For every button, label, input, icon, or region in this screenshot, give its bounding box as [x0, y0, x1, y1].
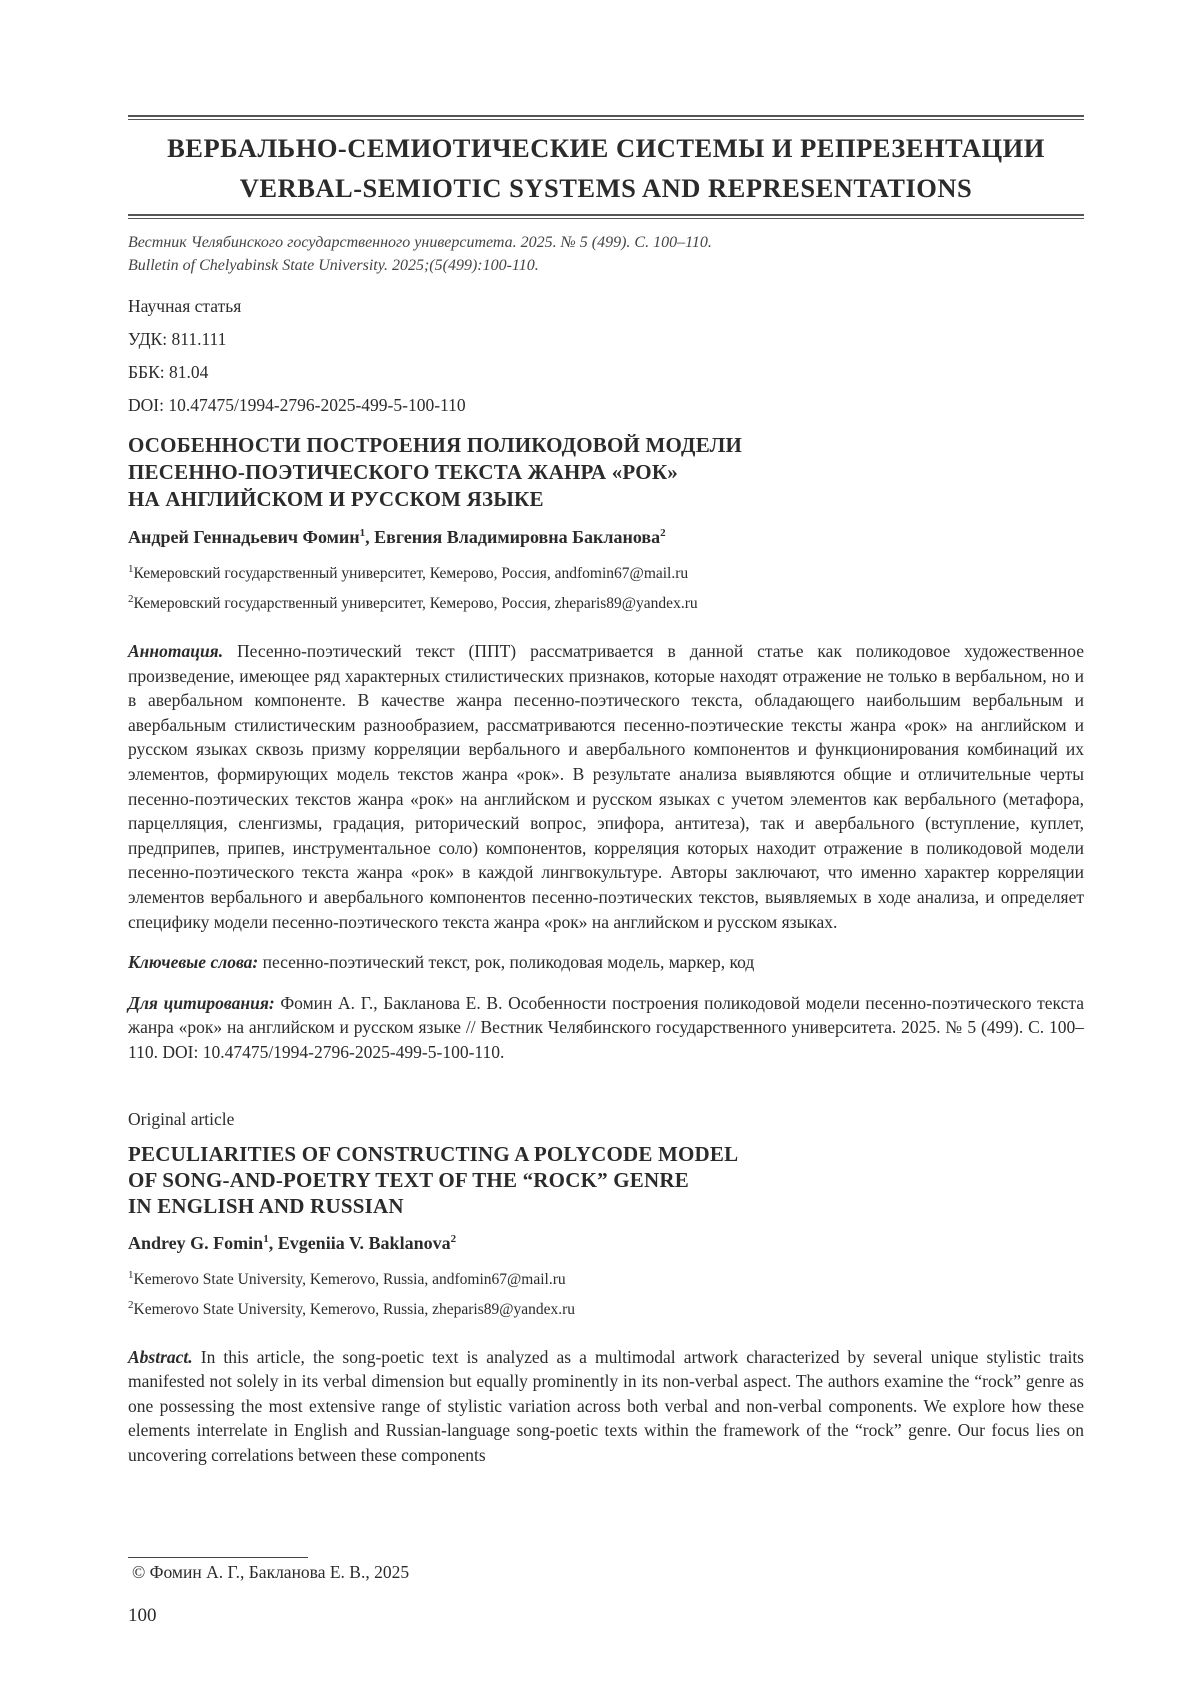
author-name: Andrey G. Fomin — [128, 1232, 264, 1253]
abstract-text: In this article, the song-poetic text is analyzed as a multimodal artwork characterized by several unique stylistic traits manifested not solely in its verbal dimension but equally prominently in its non-verbal aspect. The authors examine the “rock” genre as one possessing the most extensive range of stylistic variation across both verbal and non-verbal components. We explore how these elements interrelate in English and Russian-language song-poetic texts within the framework of the “rock” genre. Our focus lies on uncovering correlations between these components — [128, 1346, 1084, 1465]
section-header — [128, 128, 1084, 208]
author-name: Андрей Геннадьевич Фомин — [128, 527, 360, 547]
author-sup: 2 — [660, 527, 666, 539]
author-name: , Евгения Владимировна Бакланова — [365, 527, 661, 547]
section-title-en: VERBAL-SEMIOTIC SYSTEMS AND REPRESENTATIONS — [239, 173, 973, 203]
title-line: IN ENGLISH AND RUSSIAN — [128, 1193, 404, 1218]
title-line: НА АНГЛИЙСКОМ И РУССКОМ ЯЗЫКЕ — [128, 487, 544, 511]
citation-label: Для цитирования: — [128, 992, 275, 1013]
article-title-en — [128, 1141, 1084, 1219]
journal-ru: Вестник Челябинского государственного университета. 2025. № 5 (499). С. 100–110. — [128, 234, 712, 251]
author-name: , Evgeniia V. Baklanova — [268, 1232, 451, 1253]
author-sup: 1 — [359, 527, 366, 539]
title-line: OF SONG-AND-POETRY TEXT OF THE “ROCK” GENRE — [128, 1167, 689, 1192]
affiliation: $^1$Kemerovo State University, Kemerovo, Russia, andfomin67@mail.ru — [128, 1268, 566, 1288]
affiliation: $^2$Кемеровский государственный университет, Кемерово, Россия, zheparis89@yandex.ru — [128, 592, 698, 612]
affiliation: $^1$Кемеровский государственный университет, Кемерово, Россия, andfomin67@mail.ru — [128, 562, 689, 582]
title-line: PECULIARITIES OF CONSTRUCTING A POLYCODE MODEL — [128, 1141, 739, 1166]
article-title-ru — [128, 432, 1084, 513]
copyright: © Фомин А. Г., Бакланова Е. В., 2025 — [132, 1562, 410, 1582]
page-content — [128, 115, 1084, 1467]
keywords-text: песенно-поэтический текст, рок, поликодовая модель, маркер, код — [258, 952, 755, 973]
title-line: ОСОБЕННОСТИ ПОСТРОЕНИЯ ПОЛИКОДОВОЙ МОДЕЛИ — [128, 433, 743, 457]
affiliations-en — [128, 1265, 1084, 1325]
udk: УДК: 811.111 — [128, 329, 227, 349]
header-rule-bottom — [128, 214, 1084, 219]
authors-en — [128, 1231, 1084, 1255]
abstract-text: Песенно-поэтический текст (ППТ) рассматривается в данной статье как поликодовое художественное произведение, имеющее ряд характерных стилистических признаков, которые находят отражение не только в вербальном, но и в авербальном компоненте. В качестве жанра песенно-поэтического текста, обладающего наибольшим вербальным и авербальным стилистическим разнообразием, рассматриваются песенно-поэтические тексты жанра «рок» на английском и русском языках сквозь призму корреляции вербального и авербального компонентов и функционирования комбинаций их элементов, формирующих модель текстов жанра «рок». В результате анализа выявляются общие и отличительные черты песенно-поэтических текстов жанра «рок» на английском и русском языках с учетом элементов как вербального (метафора, парцелляция, сленгизмы, градация, риторический вопрос, эпифора, антитеза), так и авербального (вступление, куплет, предприпев, припев, инструментальное соло) компонентов, корреляция которых находит отражение в поликодовой модели песенно-поэтического текста жанра «рок» в каждой лингвокультуре. Авторы заключают, что именно характер корреляции элементов вербального и авербального компонентов песенно-поэтических текстов, выявляемых в ходе анализа, и определяет специфику модели песенно-поэтического текста жанра «рок» на английском и русском языках. — [128, 641, 1084, 932]
abstract-en — [128, 1345, 1084, 1468]
title-line: ПЕСЕННО-ПОЭТИЧЕСКОГО ТЕКСТА ЖАНРА «РОК» — [128, 460, 678, 484]
affiliations-ru — [128, 559, 1084, 619]
keywords-ru — [128, 950, 1084, 975]
citation-text: Фомин А. Г., Бакланова Е. В. Особенности построения поликодовой модели песенно-поэтического текста жанра «рок» на английском и русском языке // Вестник Челябинского государственного университета. 2025. № 5 (499). С. 100–110. DOI: 10.47475/1994-2796-2025-499-5-100-110. — [128, 992, 1085, 1062]
original-article-label: Original article — [128, 1108, 235, 1129]
journal-en: Bulletin of Chelyabinsk State University. 2025;(5(499):100-110. — [128, 257, 539, 274]
page-number: 100 — [128, 1605, 157, 1626]
authors-ru — [128, 525, 1084, 549]
abstract-label: Abstract. — [128, 1346, 193, 1367]
citation-ru — [128, 991, 1084, 1065]
section-title-ru: ВЕРБАЛЬНО-СЕМИОТИЧЕСКИЕ СИСТЕМЫ И РЕПРЕЗЕНТАЦИИ — [167, 133, 1045, 163]
abstract-ru — [128, 639, 1084, 934]
header-rule-top — [128, 115, 1084, 120]
article-meta — [128, 290, 1084, 422]
journal-citation — [128, 231, 1084, 277]
footnote-rule — [128, 1557, 308, 1558]
doi: DOI: 10.47475/1994-2796-2025-499-5-100-110 — [128, 395, 466, 415]
article-type: Научная статья — [128, 296, 242, 316]
author-sup: 2 — [450, 1232, 457, 1245]
keywords-label: Ключевые слова: — [128, 952, 259, 973]
affiliation: $^2$Kemerovo State University, Kemerovo, Russia, zheparis89@yandex.ru — [128, 1298, 576, 1318]
bbk: ББК: 81.04 — [128, 362, 209, 382]
author-sup: 1 — [263, 1232, 269, 1245]
abstract-label: Аннотация. — [128, 641, 224, 661]
